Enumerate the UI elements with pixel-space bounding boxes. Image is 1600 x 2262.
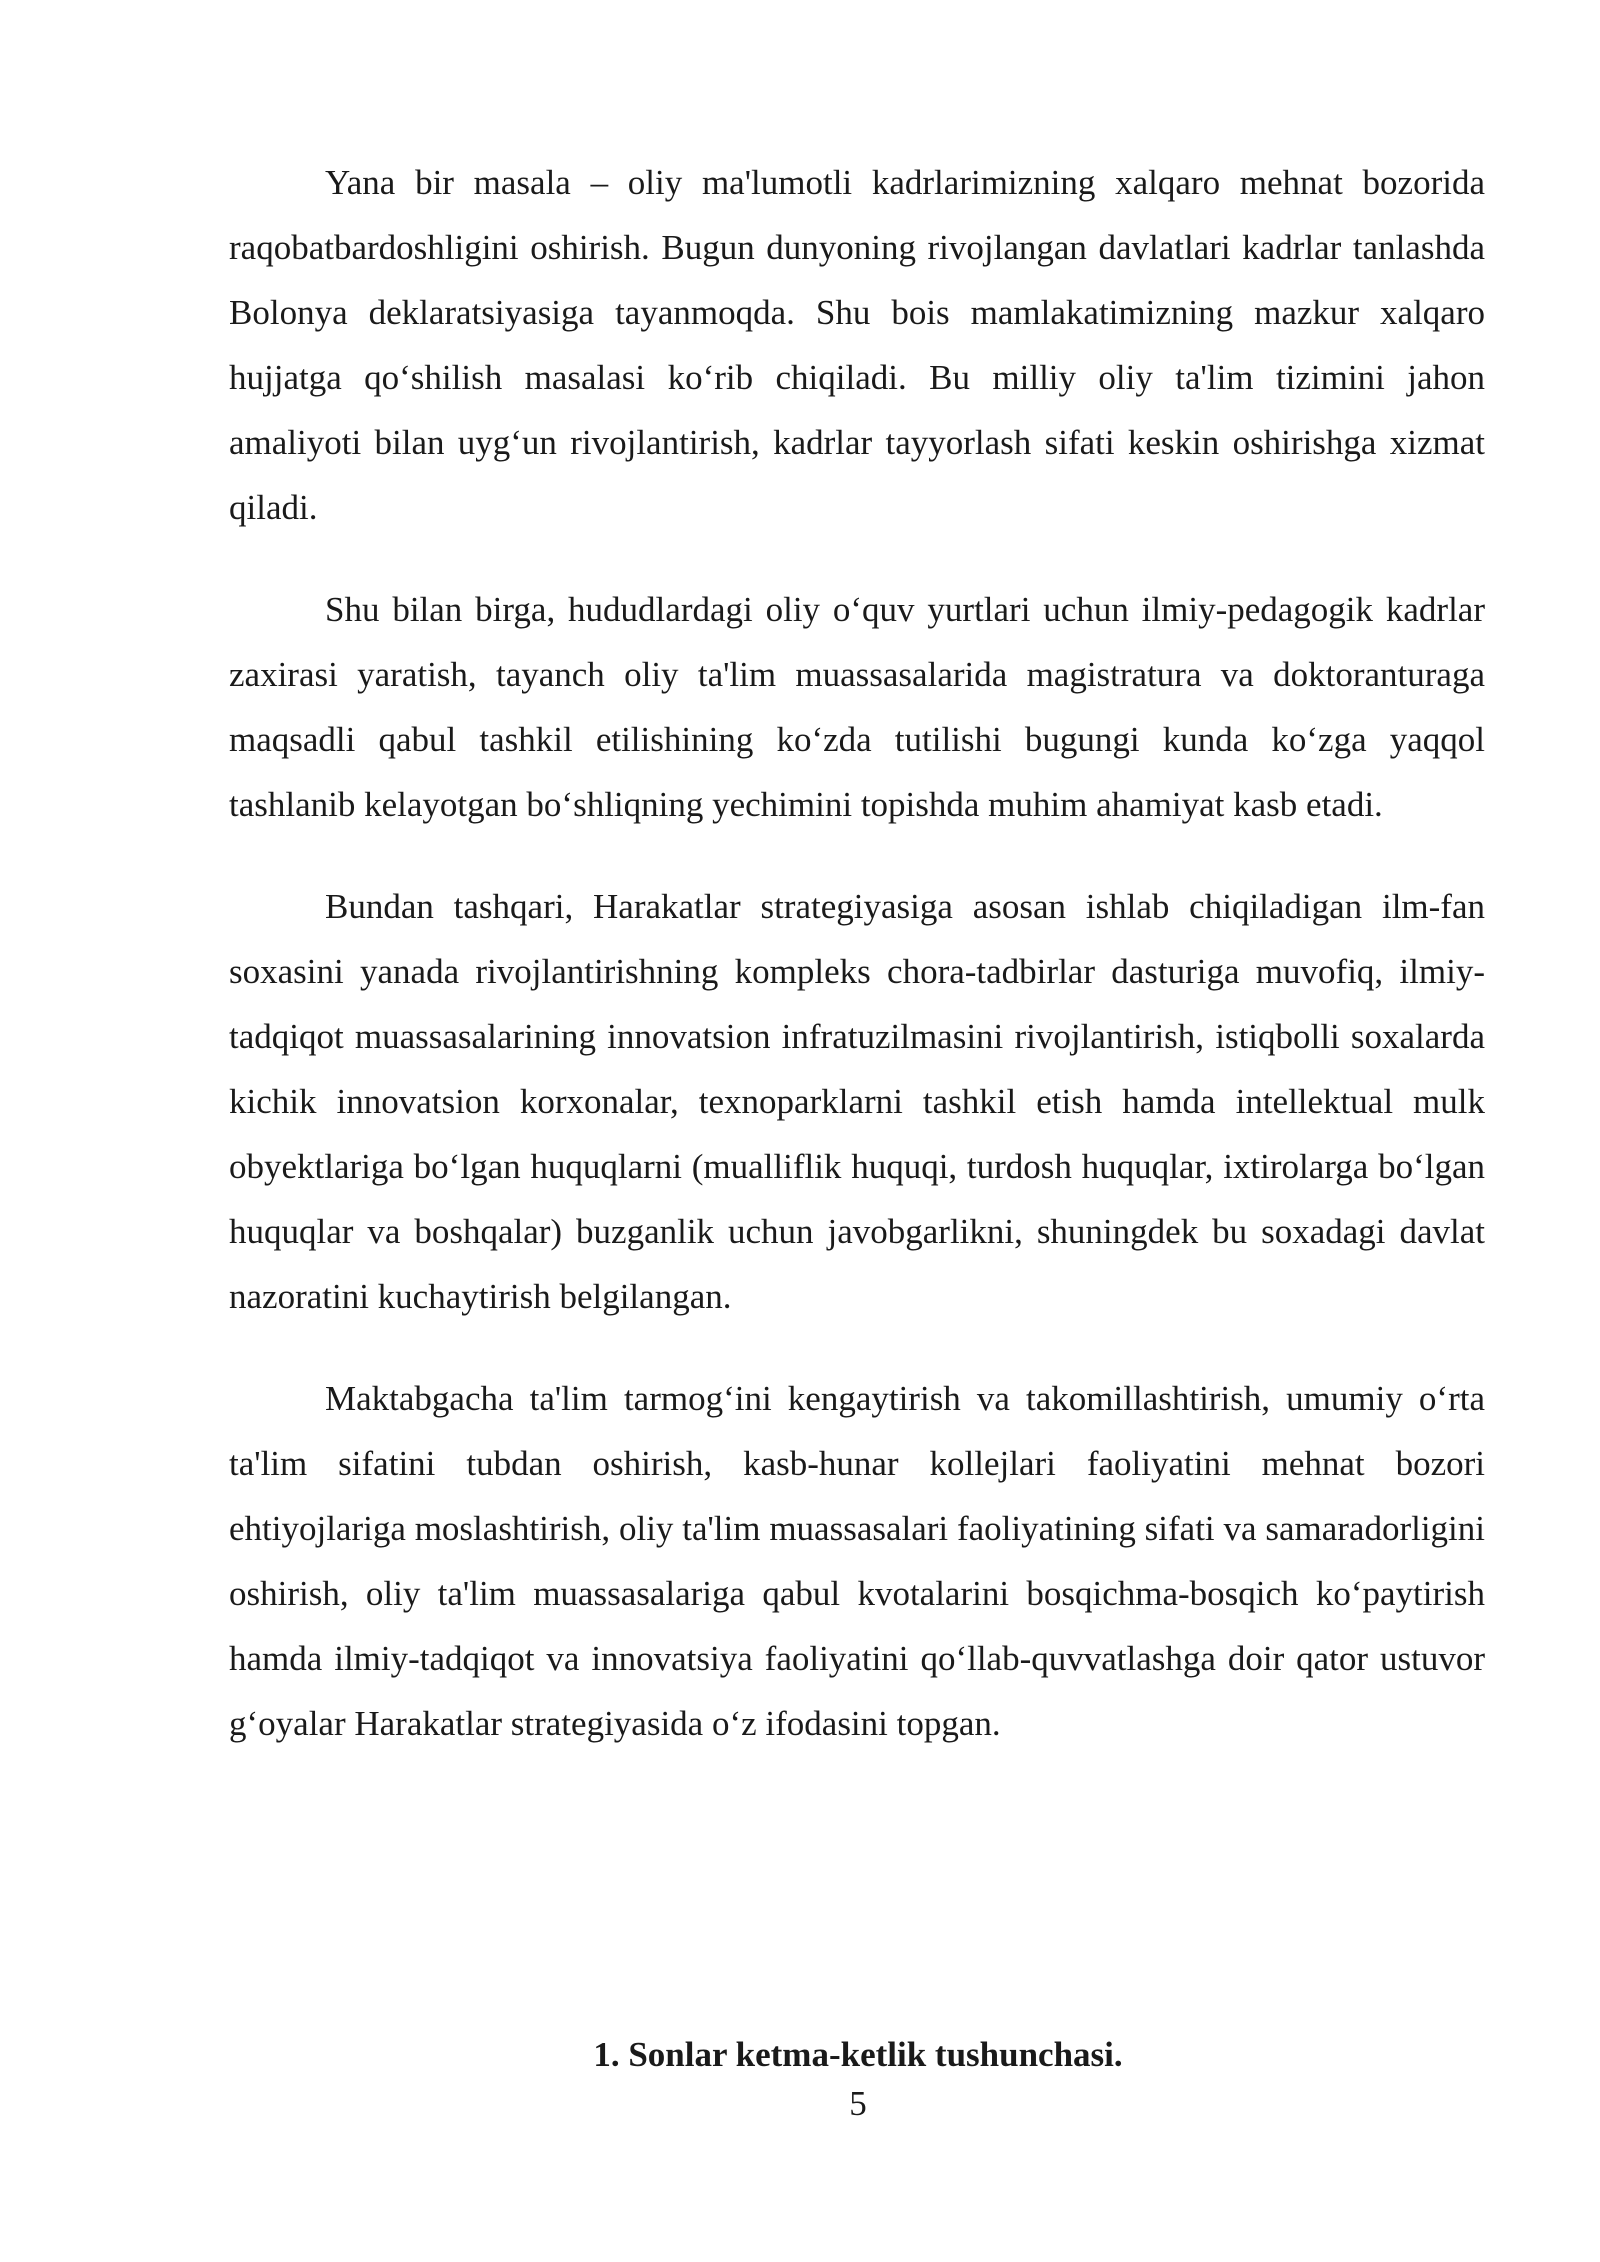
paragraph-2: Shu bilan birga, hududlardagi oliy o‘quv yurtlari uchun ilmiy-pedagogik kadrlar zaxirasi yaratish, tayanch oliy ta'lim muassasalarida magistratura va doktoranturaga maqsadli qabul tashkil etilishining ko‘zda tutilishi bugungi kunda ko‘zga yaqqol tashlanib kelayotgan bo‘shliqning yechimini topishda muhim ahamiyat kasb etadi.: [229, 590, 1485, 824]
page-number: 5: [849, 2084, 867, 2123]
paragraph-1: Yana bir masala – oliy ma'lumotli kadrlarimizning xalqaro mehnat bozorida raqobatbardoshligini oshirish. Bugun dunyoning rivojlangan davlatlari kadrlar tanlashda Bolonya deklaratsiyasiga tayanmoqda. Shu bois mamlakatimizning mazkur xalqaro hujjatga qo‘shilish masalasi ko‘rib chiqiladi. Bu milliy oliy ta'lim tizimini jahon amaliyoti bilan uyg‘un rivojlantirish, kadrlar tayyorlash sifati keskin oshirishga xizmat qiladi.: [229, 163, 1485, 527]
paragraph-3: Bundan tashqari, Harakatlar strategiyasiga asosan ishlab chiqiladigan ilm-fan soxasini yanada rivojlantirishning kompleks chora-tadbirlar dasturiga muvofiq, ilmiy-tadqiqot muassasalarining innovatsion infratuzilmasini rivojlantirish, istiqbolli soxalarda kichik innovatsion korxonalar, texnoparklarni tashkil etish hamda intellektual mulk obyektlariga bo‘lgan huquqlarni (mualliflik huquqi, turdosh huquqlar, ixtirolarga bo‘lgan huquqlar va boshqalar) buzganlik uchun javobgarlikni, shuningdek bu soxadagi davlat nazoratini kuchaytirish belgilangan.: [229, 887, 1485, 1316]
section-heading: 1. Sonlar ketma-ketlik tushunchasi.: [593, 2035, 1123, 2074]
paragraph-4: Maktabgacha ta'lim tarmog‘ini kengaytirish va takomillashtirish, umumiy o‘rta ta'lim sifatini tubdan oshirish, kasb-hunar kollejlari faoliyatini mehnat bozori ehtiyojlariga moslashtirish, oliy ta'lim muassasalari faoliyatining sifati va samaradorligini oshirish, oliy ta'lim muassasalariga qabul kvotalarini bosqichma-bosqich ko‘paytirish hamda ilmiy-tadqiqot va innovatsiya faoliyatini qo‘llab-quvvatlashga doir qator ustuvor g‘oyalar Harakatlar strategiyasida o‘z ifodasini topgan.: [229, 1379, 1485, 1743]
body-text: [229, 150, 1485, 1793]
